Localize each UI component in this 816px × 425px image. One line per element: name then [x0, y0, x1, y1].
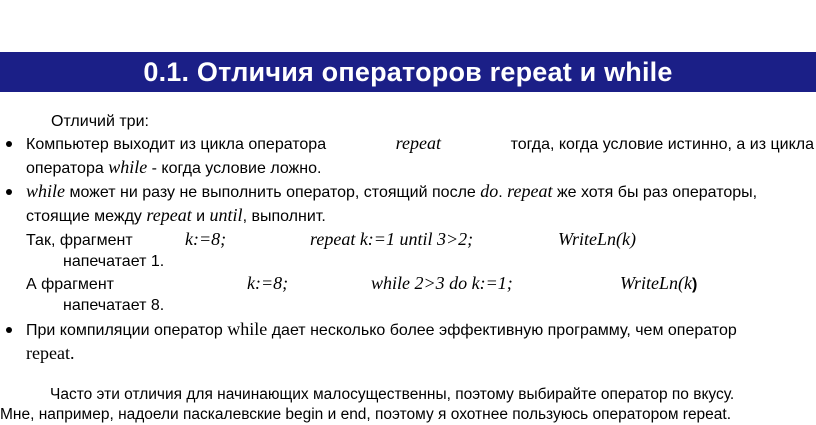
bullet-3-line-1 [26, 319, 816, 341]
example-2-code-3-text: WriteLn(k [620, 273, 692, 293]
page-title: 0.1. Отличия операторов repeat и while [143, 56, 673, 87]
bullet-2-keyword-repeat-2: repeat [146, 205, 192, 225]
example-2-code-3-close: ) [692, 276, 698, 293]
bullet-3-text-b: дает несколько более эффективную программу, чем оператор [271, 322, 737, 339]
title-bar [0, 52, 816, 92]
bullet-2-keyword-repeat: repeat [507, 181, 553, 201]
bullet-2-dot: . [498, 184, 503, 201]
bullet-1-text-a: Компьютер выходит из цикла оператора [26, 136, 327, 153]
bullet-2-text-d: , выполнит. [242, 208, 326, 225]
bullet-1-text-c: оператора [26, 160, 104, 177]
bullet-2-keyword-while: while [26, 181, 65, 201]
bullet-1-line-1 [26, 133, 814, 155]
footer-line-1: Часто эти отличия для начинающих малосущественны, поэтому выбирайте оператор по вкусу. [50, 386, 735, 403]
bullet-1-text-d: - когда условие ложно. [151, 160, 322, 177]
example-2-code-1: k:=8; [247, 273, 289, 293]
bullet-1-line-2 [26, 157, 321, 179]
bullet-2-text-a: может ни разу не выполнить оператор, стоящий после [69, 184, 476, 201]
example-2-code-2: while 2>3 do k:=1; [371, 273, 513, 293]
bullet-1-text-b: тогда, когда условие истинно, а из цикла [510, 136, 814, 153]
bullet-2-text-and: и [196, 208, 206, 225]
example-2-code-3 [620, 273, 697, 295]
bullet-2-keyword-until: until [209, 205, 243, 225]
example-1-result: напечатает 1. [63, 253, 165, 270]
bullet-3-text-a: При компиляции оператор [26, 322, 223, 339]
bullet-2-line-1 [26, 181, 816, 203]
bullet-3-keyword-while: while [227, 319, 268, 339]
bullet-2-text-c: стоящие между [26, 208, 142, 225]
example-2-result: напечатает 8. [63, 297, 165, 314]
bullet-1 [6, 141, 12, 147]
example-1-code-1: k:=8; [185, 229, 227, 249]
example-1-label: Так, фрагмент [26, 232, 133, 249]
bullet-3-dot: . [69, 343, 75, 363]
bullet-3-line-2 [26, 343, 74, 365]
intro-text: Отличий три: [51, 113, 149, 130]
bullet-3 [6, 327, 12, 333]
bullet-2-line-2 [26, 205, 326, 227]
example-1-code-3: WriteLn(k) [558, 229, 636, 249]
bullet-2-keyword-do: do [480, 181, 499, 201]
example-1-code-2: repeat k:=1 until 3>2; [310, 229, 474, 249]
example-2-label: А фрагмент [26, 276, 114, 293]
bullet-1-keyword-while: while [108, 157, 148, 177]
bullet-2-text-b: же хотя бы раз операторы, [556, 184, 758, 201]
footer-line-2: Мне, например, надоели паскалевские begin и end, поэтому я охотнее пользуюсь оператором repeat. [0, 406, 732, 423]
bullet-2 [6, 189, 12, 195]
bullet-1-keyword-repeat: repeat [395, 133, 441, 153]
bullet-3-keyword-repeat: repeat [26, 343, 70, 363]
